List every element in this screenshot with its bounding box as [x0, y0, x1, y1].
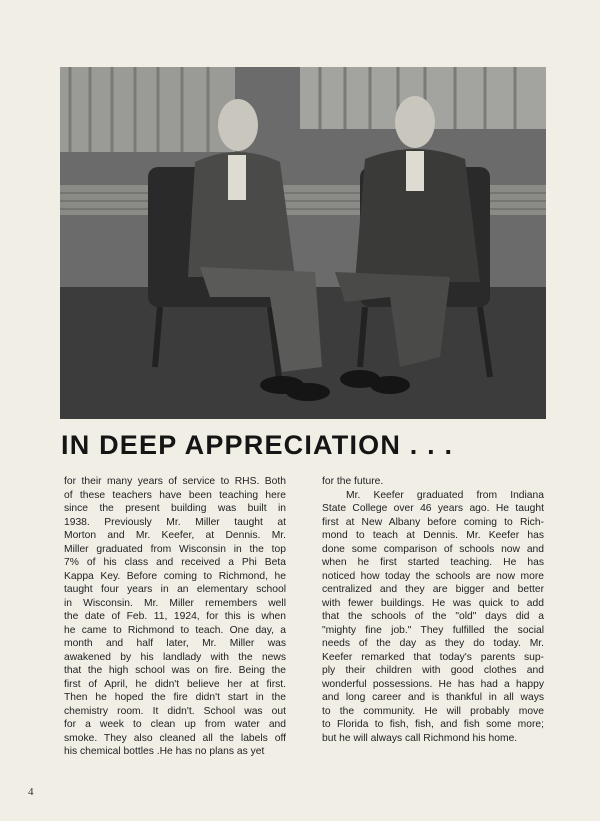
text-line: but he will always call Richmond his home. [322, 732, 518, 744]
text-line: in Wisconsin. Mr. Miller remembers well [64, 597, 286, 609]
text-line: Miller graduated from Wisconsin in the top [64, 543, 286, 555]
text-line: noticed how today the schools are now more [322, 570, 544, 582]
page-number: 4 [28, 786, 34, 798]
text-line: smoke. They also cleaned all the labels off [64, 732, 286, 744]
text-line: when he first started teaching. He has [322, 557, 544, 568]
text-line: that the high school was on fire. Being the [64, 665, 286, 676]
text-line: to Florida to fish, fish, and fish some more; [322, 719, 544, 730]
text-line: his chemical bottles .He has no plans as yet [64, 746, 265, 757]
text-line: chemistry room. It didn't. School was out [64, 705, 286, 717]
headline: IN DEEP APPRECIATION . . . [61, 430, 454, 460]
text-line: that the schools of the "old" days did a [322, 611, 544, 622]
photo-two-teachers-seated [60, 67, 546, 419]
text-line: to the community. He will probably move [322, 705, 544, 717]
text-line: 7% of his class and received a Phi Beta [64, 557, 286, 568]
left-text-column [64, 475, 286, 759]
text-line: centralized and they are bigger and better [322, 584, 544, 595]
text-line: wonderful possessions. He has had a happy [322, 678, 544, 690]
text-line: first at New Albany before coming to Rich- [322, 516, 544, 528]
text-line: Morton and Mr. Keefer, at Dennis. Mr. [64, 530, 286, 541]
text-line: needs of the day as they do today. Mr. [322, 638, 544, 649]
text-line: he came to Richmond to teach. One day, a [64, 624, 286, 636]
text-line: of these teachers have been teaching here [64, 489, 286, 501]
text-line: State College over 46 years ago. He taught [322, 503, 544, 514]
text-line: done some comparison of schools now and [322, 543, 544, 555]
text-line: for a week to clean up from water and [64, 719, 286, 730]
right-text-column [322, 475, 544, 745]
text-line: "mighty fine job." They fulfilled the social [322, 624, 544, 636]
text-line: Then he hoped the fire didn't start in the [64, 692, 286, 703]
text-line: Kappa Key. Before coming to Richmond, he [64, 570, 286, 582]
text-line: month and half later, Mr. Miller was [64, 638, 286, 649]
text-line: Mr. Keefer graduated from Indiana [346, 489, 544, 501]
text-line: Keefer remarked that today's parents sup- [322, 651, 544, 663]
text-line: 1938. Previously Mr. Miller taught at [64, 516, 286, 528]
text-line: for the future. [322, 476, 384, 487]
text-line: since the present building was built in [64, 503, 286, 514]
text-line: mond to teach at Dennis. Mr. Keefer has [322, 530, 544, 541]
text-line: awakened by his landlady with the news [64, 651, 286, 663]
text-line: with fewer buildings. He was quick to add [322, 597, 544, 609]
text-line: ply their children with good clothes and [322, 665, 544, 676]
text-line: and long career and is thankful in all ways [322, 692, 544, 703]
text-line: taught four years in an elementary school [64, 584, 286, 595]
text-line: first of April, he didn't believe her at first. [64, 678, 286, 690]
text-line: the date of Feb. 11, 1924, for this is when [64, 611, 286, 622]
text-line: for their many years of service to RHS. Both [64, 476, 286, 487]
